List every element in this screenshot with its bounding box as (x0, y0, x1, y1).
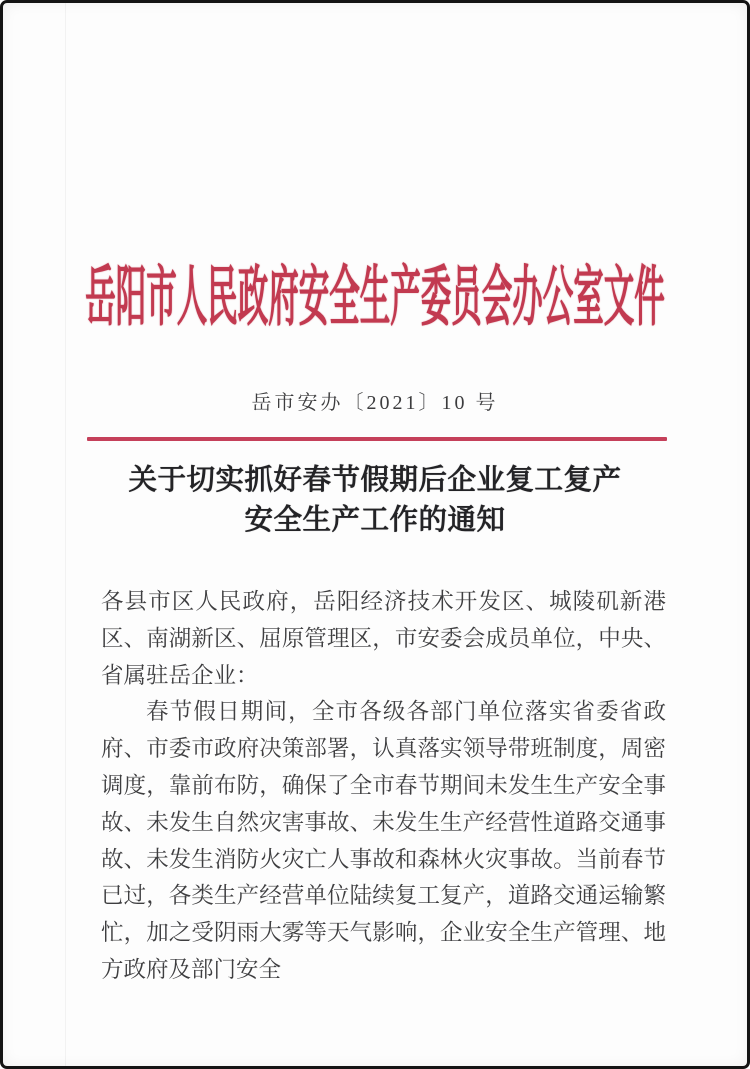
letterhead-org-title: 岳阳市人民政府安全生产委员会办公室文件 (85, 260, 665, 334)
document-body (101, 584, 666, 989)
document-number: 岳市安办〔2021〕10 号 (251, 392, 499, 414)
document-title-line1: 关于切实抓好春节假期后企业复工复产 (128, 465, 622, 496)
document-title-line2: 安全生产工作的通知 (244, 505, 506, 536)
addressee-paragraph: 各县市区人民政府，岳阳经济技术开发区、城陵矶新港区、南湖新区、屈原管理区，市安委会成员单位，中央、省属驻岳企业： (101, 589, 666, 688)
red-divider-line (87, 437, 667, 441)
letterhead (3, 246, 747, 336)
document-title (3, 461, 747, 541)
body-paragraph: 春节假日期间，全市各级各部门单位落实省委省政府、市委市政府决策部署，认真落实领导带班制度，周密调度，靠前布防，确保了全市春节期间未发生生产安全事故、未发生自然灾害事故、未发生生产经营性道路交通事故、未发生消防火灾亡人事故和森林火灾事故。当前春节已过，各类生产经营单位陆续复工复产，道路交通运输繁忙，加之受阴雨大雾等天气影响，企业安全生产管理、地方政府及部门安全 (101, 699, 666, 982)
